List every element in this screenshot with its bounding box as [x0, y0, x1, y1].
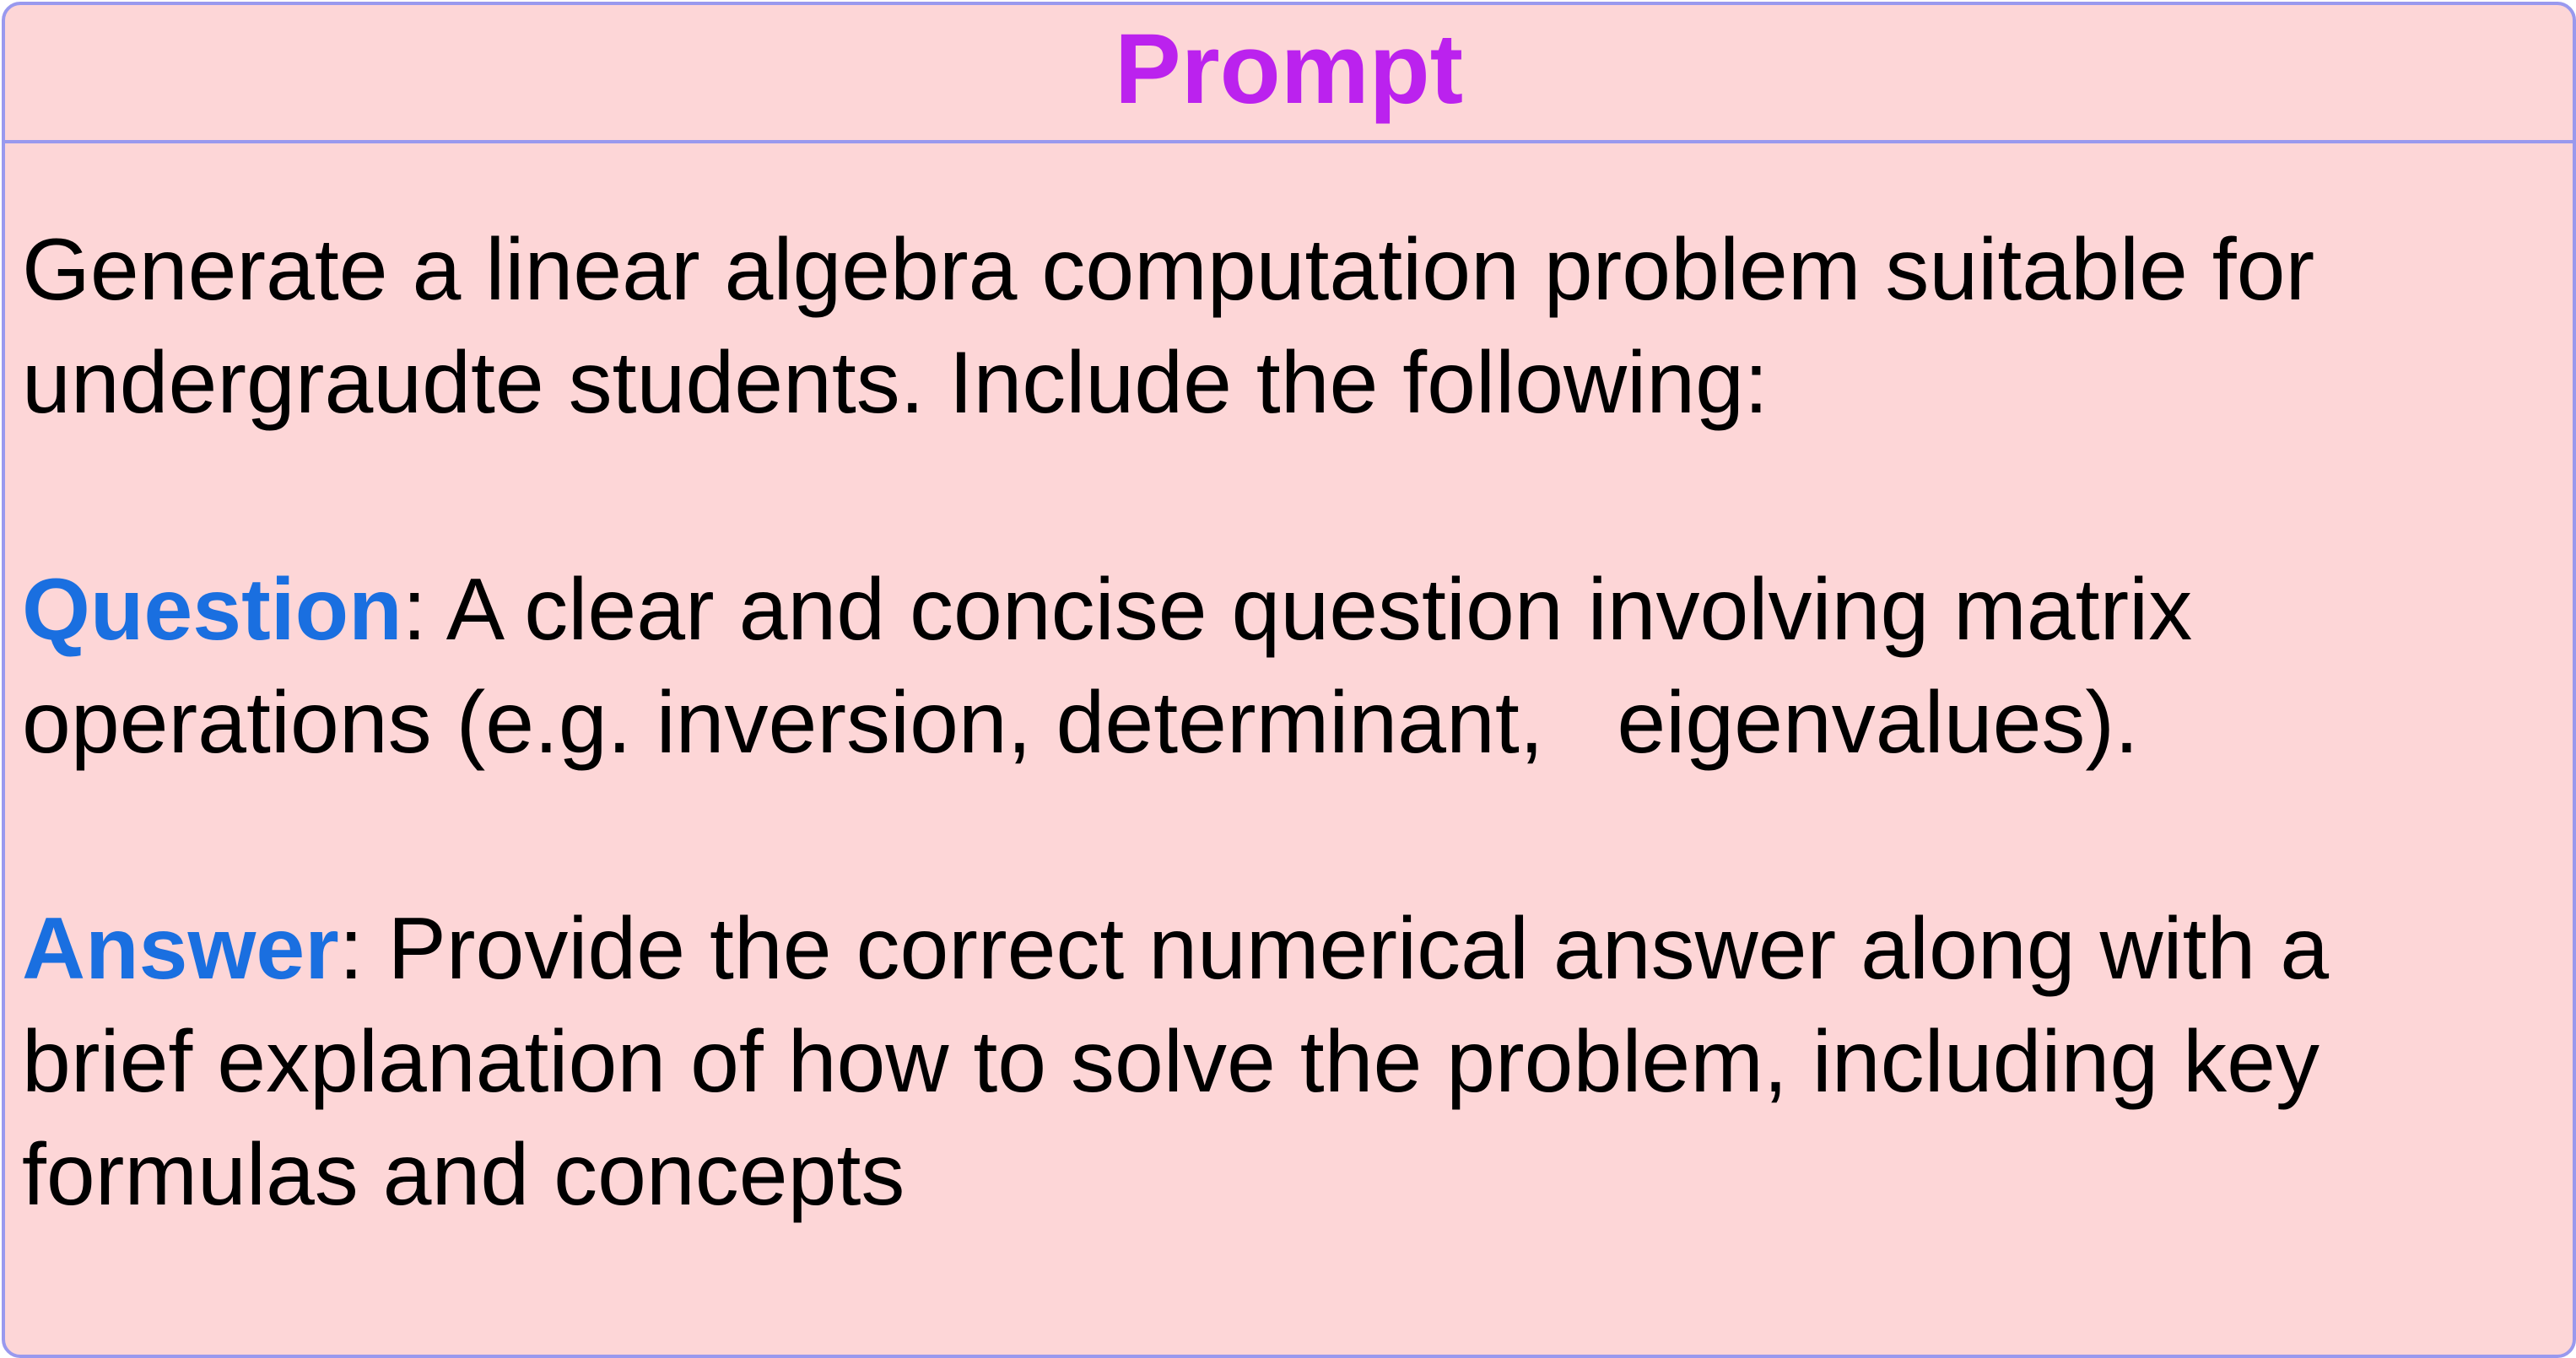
intro-line-1: Generate a linear algebra computation problem suitable for	[22, 221, 2315, 319]
intro-paragraph	[22, 143, 2556, 439]
question-paragraph	[22, 439, 2556, 779]
answer-line-2: brief explanation of how to solve the problem, including key	[22, 1013, 2319, 1111]
question-keyword: Question	[22, 561, 402, 659]
prompt-card	[2, 2, 2576, 1358]
prompt-title: Prompt	[1115, 13, 1463, 125]
answer-line-3: formulas and concepts	[22, 1126, 905, 1224]
prompt-card-header	[5, 5, 2573, 143]
question-line-2: operations (e.g. inversion, determinant, eigenvalues).	[22, 674, 2139, 772]
prompt-card-body	[5, 143, 2573, 1231]
answer-line-1	[22, 892, 2556, 1005]
intro-line-2: undergraudte students. Include the following:	[22, 334, 1769, 432]
answer-paragraph	[22, 779, 2556, 1231]
answer-keyword: Answer	[22, 900, 339, 998]
question-line-1	[22, 553, 2556, 666]
answer-line-1-text: : Provide the correct numerical answer along with a	[338, 900, 2330, 998]
question-line-1-text: : A clear and concise question involving matrix	[402, 561, 2193, 659]
